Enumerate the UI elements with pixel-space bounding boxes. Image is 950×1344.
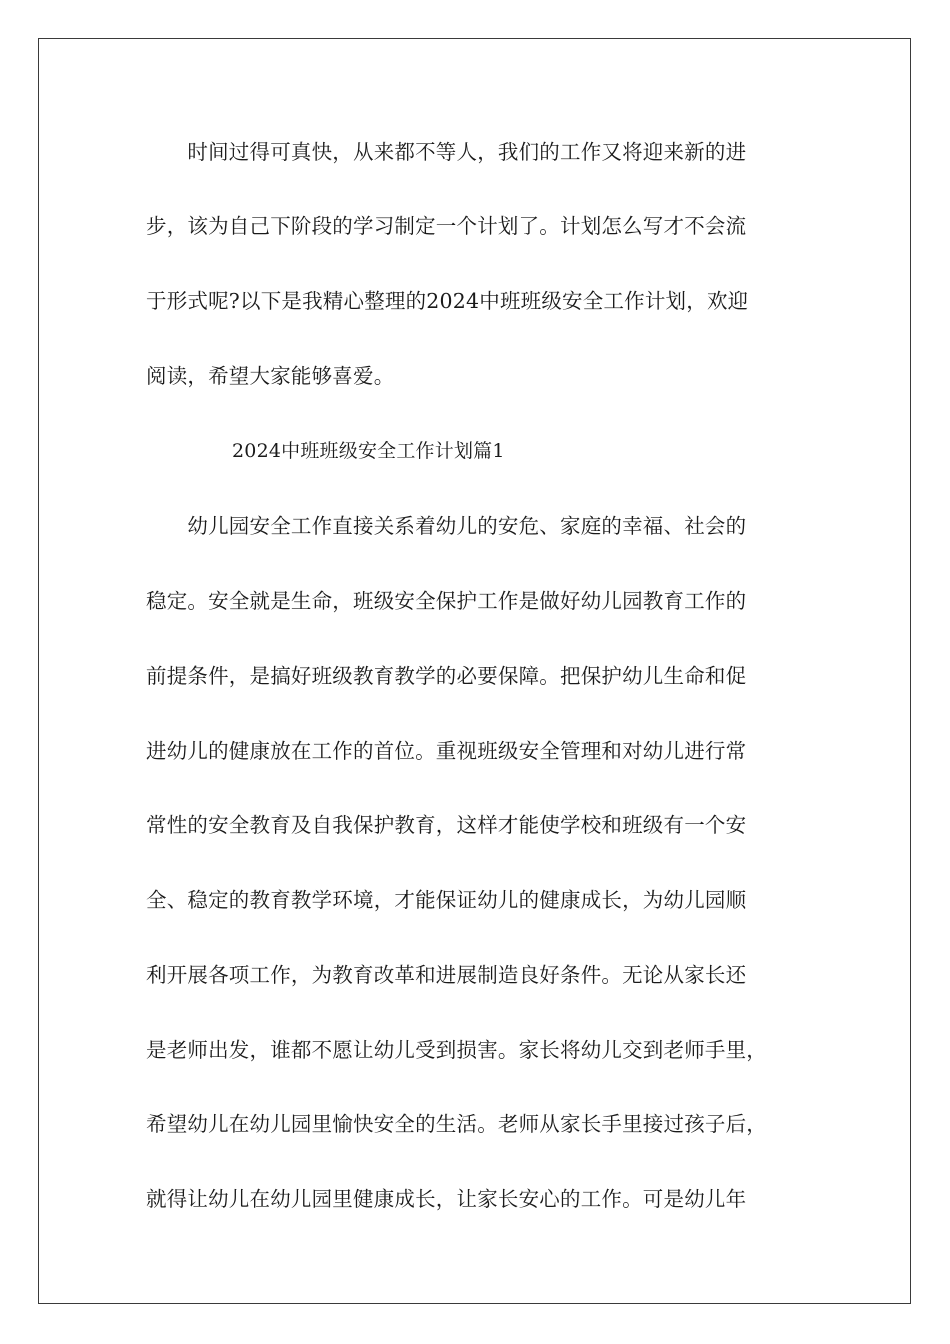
body-line-3: 前提条件，是搞好班级教育教学的必要保障。把保护幼儿生命和促 — [146, 664, 747, 688]
intro-line-3: 于形式呢?以下是我精心整理的2024中班班级安全工作计划，欢迎 — [146, 289, 749, 313]
intro-line-2: 步，该为自己下阶段的学习制定一个计划了。计划怎么写才不会流 — [146, 214, 747, 238]
body-line-6: 全、稳定的教育教学环境，才能保证幼儿的健康成长，为幼儿园顺 — [146, 888, 747, 912]
body-line-10: 就得让幼儿在幼儿园里健康成长，让家长安心的工作。可是幼儿年 — [146, 1187, 747, 1211]
body-line-5: 常性的安全教育及自我保护教育，这样才能使学校和班级有一个安 — [146, 813, 747, 837]
body-line-7: 利开展各项工作，为教育改革和进展制造良好条件。无论从家长还 — [146, 963, 747, 987]
body-line-2: 稳定。安全就是生命，班级安全保护工作是做好幼儿园教育工作的 — [146, 589, 747, 613]
intro-line-1: 时间过得可真快，从来都不等人，我们的工作又将迎来新的进 — [146, 140, 747, 164]
intro-line-4: 阅读，希望大家能够喜爱。 — [146, 364, 395, 388]
body-line-4: 进幼儿的健康放在工作的首位。重视班级安全管理和对幼儿进行常 — [146, 739, 747, 763]
section-title: 2024中班班级安全工作计划篇1 — [232, 440, 505, 462]
body-line-9: 希望幼儿在幼儿园里愉快安全的生活。老师从家长手里接过孩子后， — [146, 1112, 767, 1136]
body-line-1: 幼儿园安全工作直接关系着幼儿的安危、家庭的幸福、社会的 — [146, 514, 747, 538]
body-line-8: 是老师出发，谁都不愿让幼儿受到损害。家长将幼儿交到老师手里， — [146, 1038, 767, 1062]
